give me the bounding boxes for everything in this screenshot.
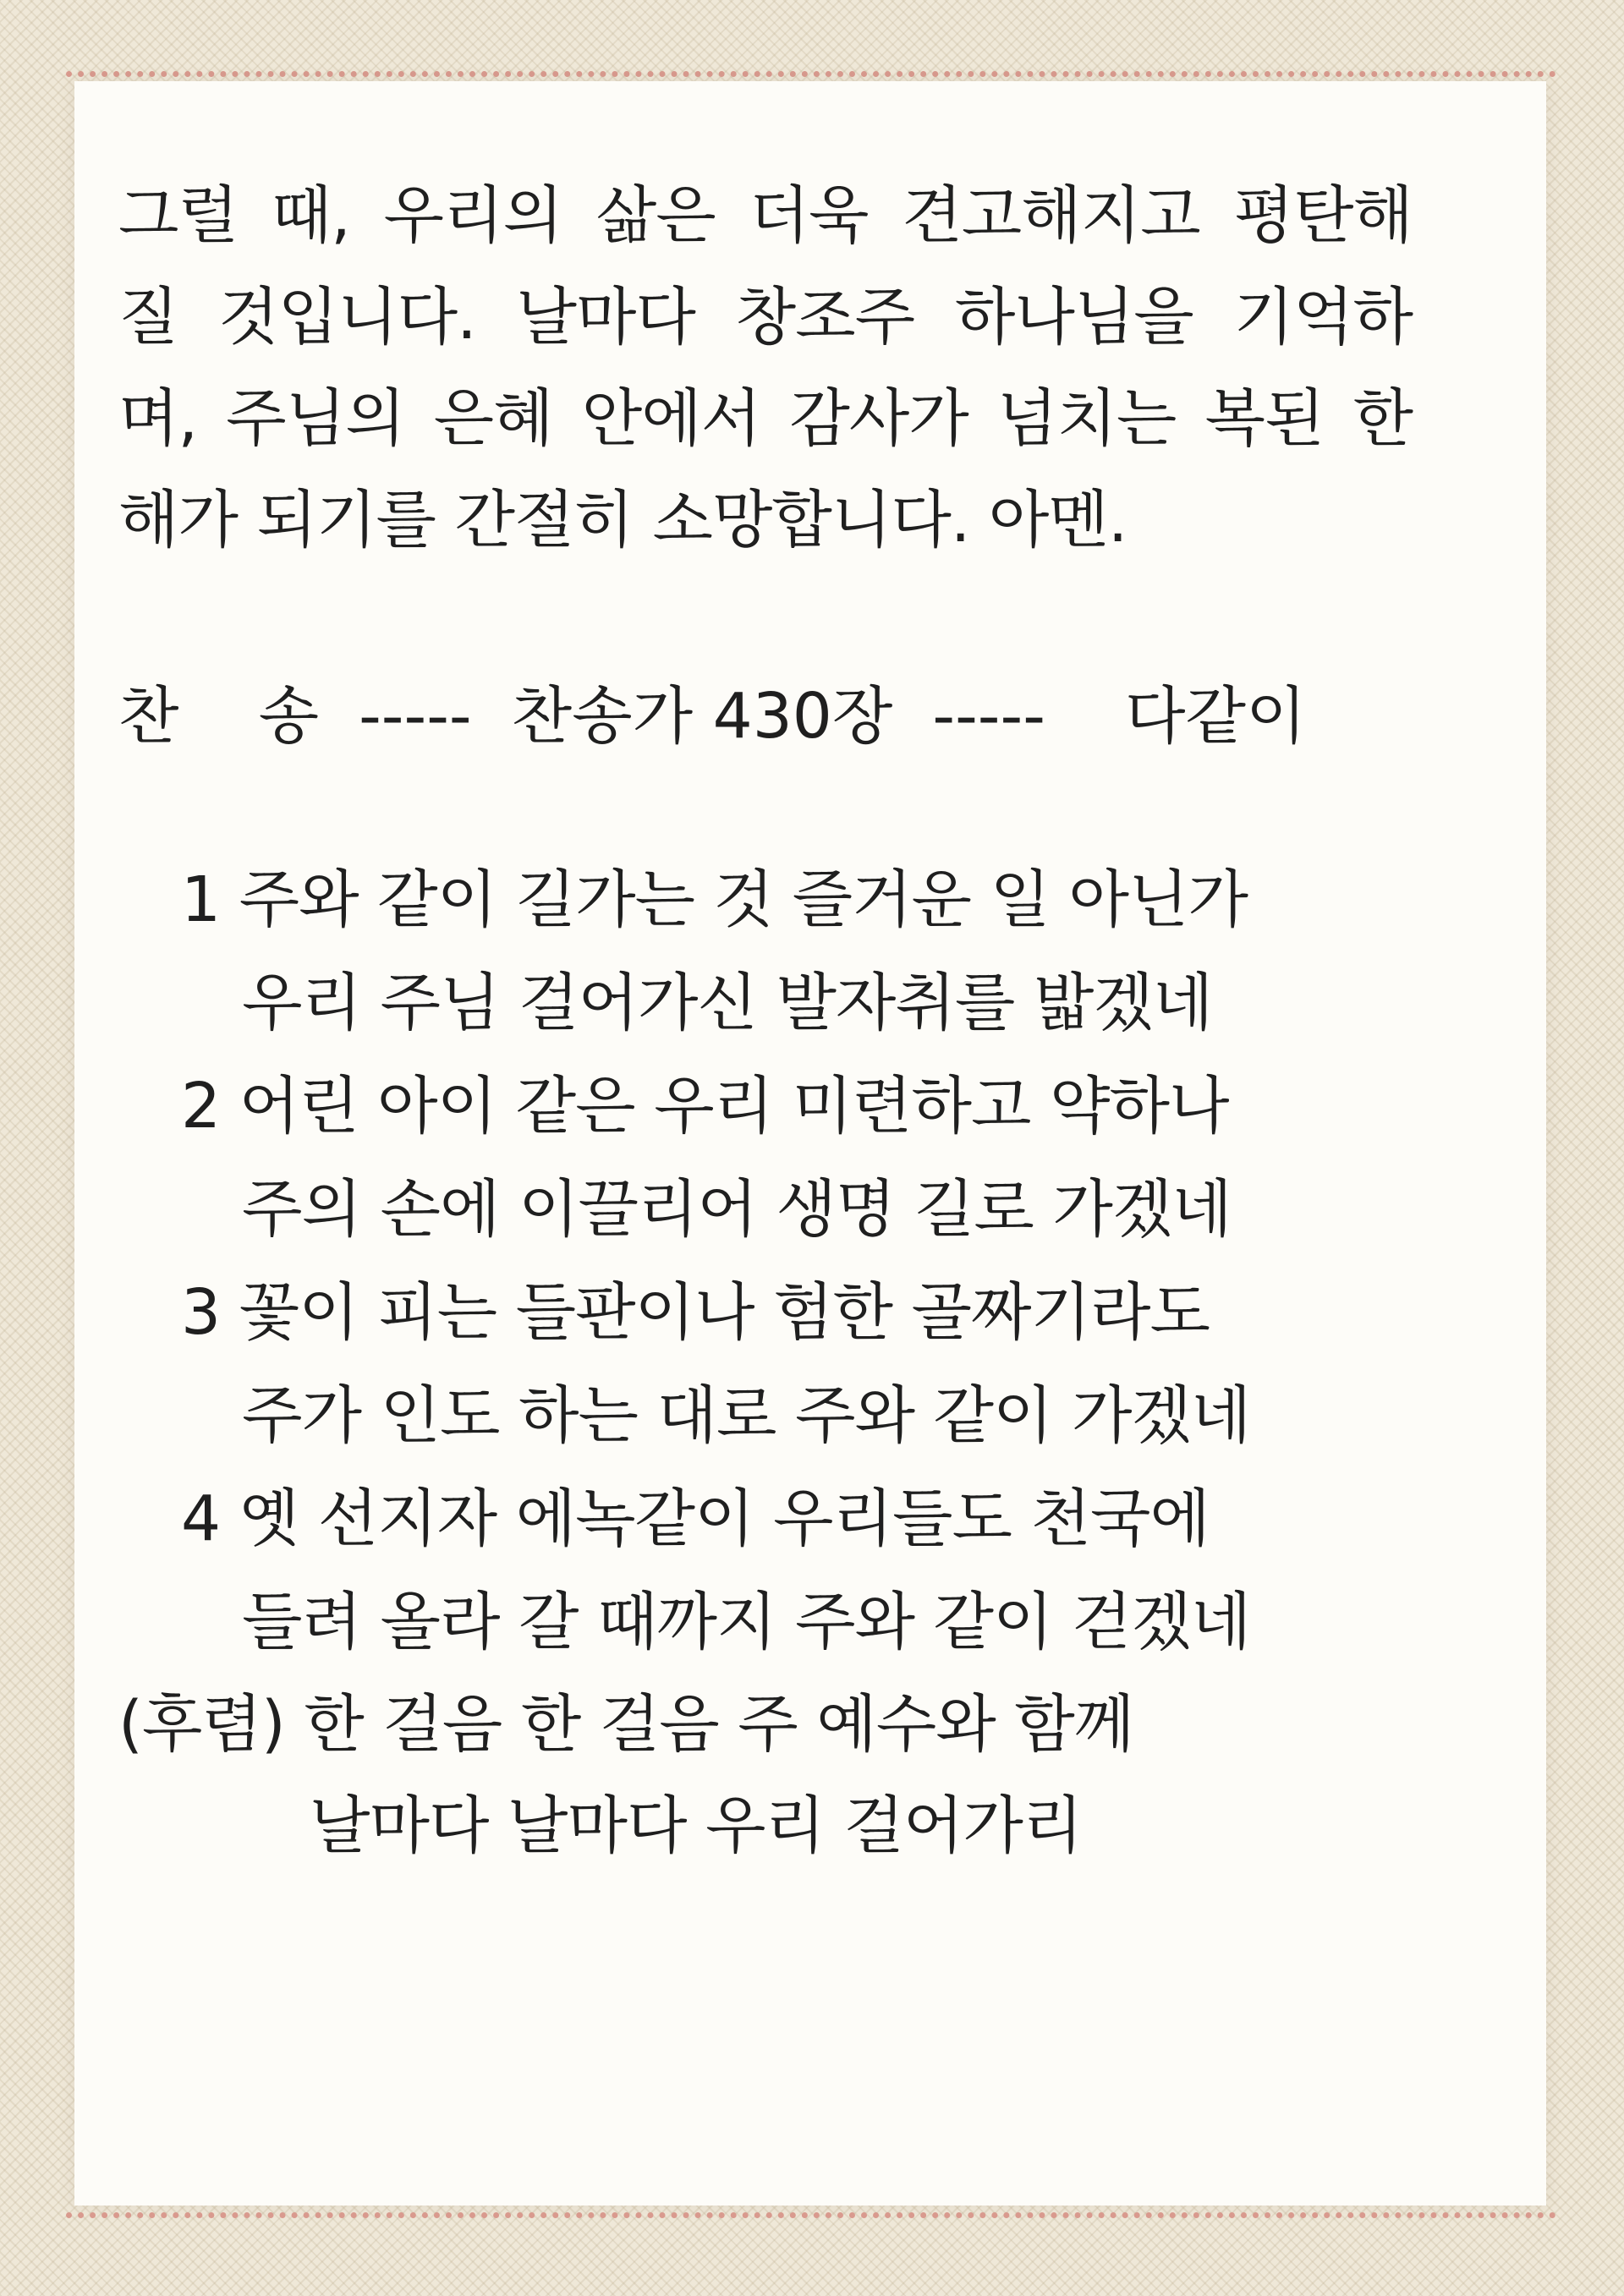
verse-line: 3 꽃이 피는 들판이나 험한 골짜기라도 xyxy=(181,1276,1210,1349)
prayer-line: 해가 되기를 간절히 소망합니다. 아멘. xyxy=(118,484,1127,556)
prayer-line: 며, 주님의 은혜 안에서 감사가 넘치는 복된 한 xyxy=(118,382,1413,455)
verse xyxy=(181,1467,1413,1674)
verse xyxy=(181,1055,1413,1261)
bottom-dotted-border xyxy=(66,2212,1556,2218)
hymn-heading: 찬 송 ----- 찬송가 430장 ----- 다같이 xyxy=(118,680,1307,753)
page-content xyxy=(118,165,1413,1877)
verse xyxy=(181,1261,1413,1467)
verse-line: 우리 주님 걸어가신 발자취를 밟겠네 xyxy=(242,967,1213,1039)
verse-line: 주의 손에 이끌리어 생명 길로 가겠네 xyxy=(242,1173,1232,1246)
top-dotted-border xyxy=(66,71,1556,77)
verse-line: 들려 올라 갈 때까지 주와 같이 걷겠네 xyxy=(242,1586,1251,1658)
verse-line: 주가 인도 하는 대로 주와 같이 가겠네 xyxy=(242,1379,1251,1452)
chorus-line: 날마다 날마다 우리 걸어가리 xyxy=(310,1789,1083,1862)
hymn-verses xyxy=(118,848,1413,1674)
verse xyxy=(181,848,1413,1055)
chorus-line: (후렴) 한 걸음 한 걸음 주 예수와 함께 xyxy=(118,1688,1134,1761)
prayer-line: 그럴 때, 우리의 삶은 더욱 견고해지고 평탄해 xyxy=(118,179,1413,252)
prayer-paragraph xyxy=(118,165,1413,571)
verse-line: 2 어린 아이 같은 우리 미련하고 약하나 xyxy=(181,1070,1229,1143)
verse-line: 4 옛 선지자 에녹같이 우리들도 천국에 xyxy=(181,1482,1210,1555)
verse-line: 1 주와 같이 길가는 것 즐거운 일 아닌가 xyxy=(181,863,1248,936)
hymn-chorus xyxy=(118,1674,1413,1877)
prayer-line: 질 것입니다. 날마다 창조주 하나님을 기억하 xyxy=(118,281,1413,353)
